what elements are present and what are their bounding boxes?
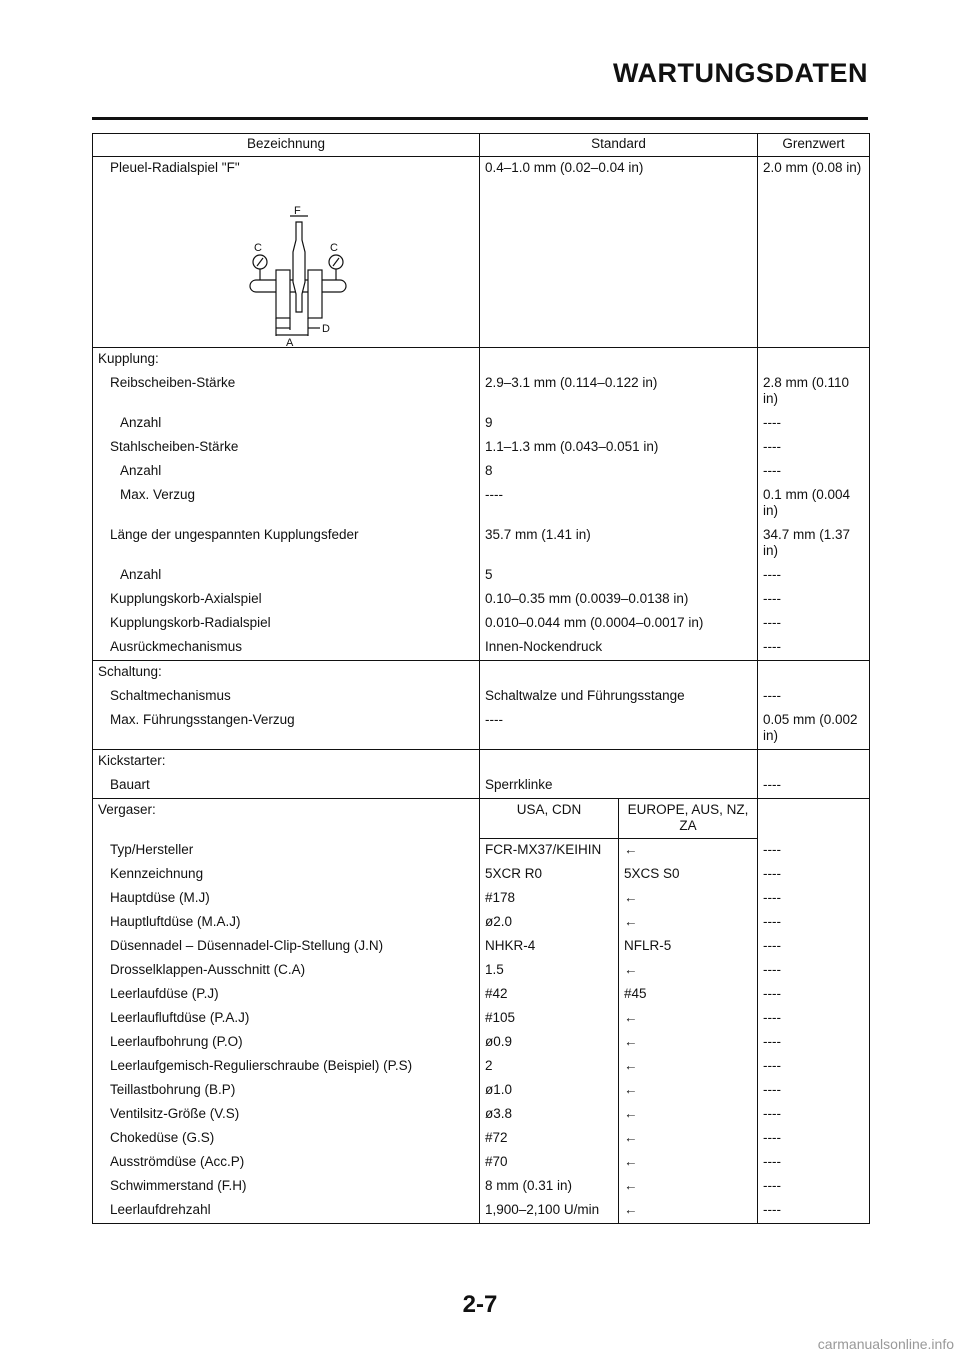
row-label: Leerlaufdüse (P.J) [93,983,480,1007]
row-label: Chokedüse (G.S) [93,1127,480,1151]
table-row [93,1103,870,1127]
table-row [93,774,870,799]
connecting-rod-diagram [246,205,356,349]
diagram-label-f: F [294,205,301,217]
row-standard-eu: ← [619,1007,758,1031]
row-standard: ---- [480,484,758,524]
table-row [93,1031,870,1055]
table-row [93,959,870,983]
row-label: Ausströmdüse (Acc.P) [93,1151,480,1175]
row-standard: 35.7 mm (1.41 in) [480,524,758,564]
row-label: Ausrückmechanismus [93,636,480,661]
table-header-row [93,134,870,157]
row-label: Leerlaufluftdüse (P.A.J) [93,1007,480,1031]
row-limit: 2.8 mm (0.110 in) [758,372,870,412]
row-limit: ---- [758,636,870,661]
row-label: Schwimmerstand (F.H) [93,1175,480,1199]
row-standard-usa: FCR-MX37/KEIHIN [480,839,619,864]
table-row [93,588,870,612]
row-standard-usa: 5XCR R0 [480,863,619,887]
pleuel-cell [93,157,480,348]
row-standard: 0.010–0.044 mm (0.0004–0.0017 in) [480,612,758,636]
table-row [93,412,870,436]
table-row [93,911,870,935]
row-limit: ---- [758,1103,870,1127]
header-bezeichnung: Bezeichnung [93,134,480,157]
row-limit: ---- [758,911,870,935]
table-row [93,1199,870,1224]
row-limit: ---- [758,588,870,612]
table-row [93,1079,870,1103]
row-limit: ---- [758,863,870,887]
section-schaltung [93,661,870,686]
row-standard-eu: ← [619,1055,758,1079]
vergaser-rows [93,839,870,1224]
row-standard-usa: ø1.0 [480,1079,619,1103]
row-standard-eu: ← [619,887,758,911]
row-label: Hauptluftdüse (M.A.J) [93,911,480,935]
row-limit: ---- [758,460,870,484]
row-standard-usa: 2 [480,1055,619,1079]
row-standard-eu: ← [619,1199,758,1224]
row-standard-eu: #45 [619,983,758,1007]
row-label: Kupplungskorb-Axialspiel [93,588,480,612]
row-label: Kennzeichnung [93,863,480,887]
row-label: Typ/Hersteller [93,839,480,864]
row-label: Schaltmechanismus [93,685,480,709]
row-standard-usa: NHKR-4 [480,935,619,959]
row-standard-eu: ← [619,1103,758,1127]
row-limit: ---- [758,839,870,864]
page-title: WARTUNGSDATEN [613,58,868,88]
table-row [93,709,870,750]
section-heading: Vergaser: [93,799,480,839]
row-standard: Innen-Nockendruck [480,636,758,661]
spec-table [92,133,870,1224]
table-row [93,636,870,661]
row-limit: ---- [758,959,870,983]
section-heading: Kupplung: [93,348,480,373]
title-rule [92,117,868,120]
pleuel-row [93,157,870,348]
watermark: carmanualsonline.info [817,1336,954,1352]
row-label: Max. Führungsstangen-Verzug [93,709,480,750]
table-row [93,983,870,1007]
pleuel-limit: 2.0 mm (0.08 in) [758,157,870,348]
row-limit: ---- [758,1151,870,1175]
row-label: Leerlaufbohrung (P.O) [93,1031,480,1055]
row-standard-usa: #70 [480,1151,619,1175]
row-label: Kupplungskorb-Radialspiel [93,612,480,636]
row-limit: ---- [758,612,870,636]
page-number: 2-7 [462,1291,498,1318]
row-standard-eu: ← [619,1031,758,1055]
row-limit: ---- [758,1031,870,1055]
diagram-label-d: D [322,323,330,335]
row-standard-usa: #178 [480,887,619,911]
table-row [93,612,870,636]
table-row [93,1007,870,1031]
row-label: Düsennadel – Düsennadel-Clip-Stellung (J.N) [93,935,480,959]
table-row [93,436,870,460]
pleuel-label: Pleuel-Radialspiel "F" [110,160,240,175]
row-label: Ventilsitz-Größe (V.S) [93,1103,480,1127]
row-standard: 5 [480,564,758,588]
row-label: Leerlaufgemisch-Regulierschraube (Beispiel) (P.S) [93,1055,480,1079]
row-label: Bauart [93,774,480,799]
section-heading: Schaltung: [93,661,480,686]
table-row [93,484,870,524]
section-kupplung [93,348,870,373]
row-standard-usa: ø0.9 [480,1031,619,1055]
row-standard-eu: NFLR-5 [619,935,758,959]
table-row [93,1175,870,1199]
row-limit: ---- [758,774,870,799]
row-label: Stahlscheiben-Stärke [93,436,480,460]
row-standard: 8 [480,460,758,484]
col-eu-heading: EUROPE, AUS, NZ, ZA [619,799,758,839]
row-standard-eu: ← [619,1079,758,1103]
table-row [93,863,870,887]
row-limit: ---- [758,1175,870,1199]
row-limit: 34.7 mm (1.37 in) [758,524,870,564]
diagram-label-a: A [286,337,294,349]
diagram-label-c-left: C [254,242,262,254]
row-standard: 9 [480,412,758,436]
row-limit: 0.05 mm (0.002 in) [758,709,870,750]
row-limit: 0.1 mm (0.004 in) [758,484,870,524]
row-limit: ---- [758,1055,870,1079]
row-label: Reibscheiben-Stärke [93,372,480,412]
row-standard-eu: ← [619,1151,758,1175]
row-label: Anzahl [93,460,480,484]
row-standard-usa: #42 [480,983,619,1007]
row-standard-eu: ← [619,911,758,935]
row-standard: 2.9–3.1 mm (0.114–0.122 in) [480,372,758,412]
table-row [93,524,870,564]
row-standard: Schaltwalze und Führungsstange [480,685,758,709]
row-standard-usa: #105 [480,1007,619,1031]
row-standard-eu: 5XCS S0 [619,863,758,887]
row-label: Länge der ungespannten Kupplungsfeder [93,524,480,564]
row-standard-eu: ← [619,959,758,983]
table-row [93,1055,870,1079]
row-limit: ---- [758,1007,870,1031]
row-label: Hauptdüse (M.J) [93,887,480,911]
table-row [93,460,870,484]
table-row [93,685,870,709]
row-standard-usa: 1,900–2,100 U/min [480,1199,619,1224]
row-standard: Sperrklinke [480,774,758,799]
row-limit: ---- [758,685,870,709]
row-standard: 1.1–1.3 mm (0.043–0.051 in) [480,436,758,460]
row-limit: ---- [758,436,870,460]
row-standard-eu: ← [619,1175,758,1199]
row-standard: 0.10–0.35 mm (0.0039–0.0138 in) [480,588,758,612]
header-standard: Standard [480,134,758,157]
row-standard: ---- [480,709,758,750]
row-limit: ---- [758,1199,870,1224]
table-row [93,564,870,588]
row-limit: ---- [758,564,870,588]
table-row [93,372,870,412]
row-limit: ---- [758,983,870,1007]
pleuel-standard: 0.4–1.0 mm (0.02–0.04 in) [480,157,758,348]
table-row [93,839,870,864]
row-standard-usa: 1.5 [480,959,619,983]
row-limit: ---- [758,935,870,959]
section-kickstarter [93,750,870,775]
row-label: Max. Verzug [93,484,480,524]
row-standard-usa: 8 mm (0.31 in) [480,1175,619,1199]
row-limit: ---- [758,412,870,436]
row-standard-usa: ø2.0 [480,911,619,935]
row-label: Leerlaufdrehzahl [93,1199,480,1224]
row-label: Anzahl [93,412,480,436]
section-vergaser [93,799,870,839]
row-limit: ---- [758,1079,870,1103]
header-grenzwert: Grenzwert [758,134,870,157]
crank-web-right [308,270,322,318]
crank-web-left [276,270,290,318]
table-row [93,887,870,911]
row-label: Teillastbohrung (B.P) [93,1079,480,1103]
section-heading: Kickstarter: [93,750,480,775]
row-label: Anzahl [93,564,480,588]
table-row [93,1127,870,1151]
row-limit: ---- [758,1127,870,1151]
table-row [93,935,870,959]
table-row [93,1151,870,1175]
row-standard-eu: ← [619,839,758,864]
diagram-label-c-right: C [330,242,338,254]
row-standard-usa: ø3.8 [480,1103,619,1127]
row-standard-eu: ← [619,1127,758,1151]
connecting-rod [293,222,305,312]
row-label: Drosselklappen-Ausschnitt (C.A) [93,959,480,983]
row-limit: ---- [758,887,870,911]
col-usa-heading: USA, CDN [480,799,619,839]
row-standard-usa: #72 [480,1127,619,1151]
